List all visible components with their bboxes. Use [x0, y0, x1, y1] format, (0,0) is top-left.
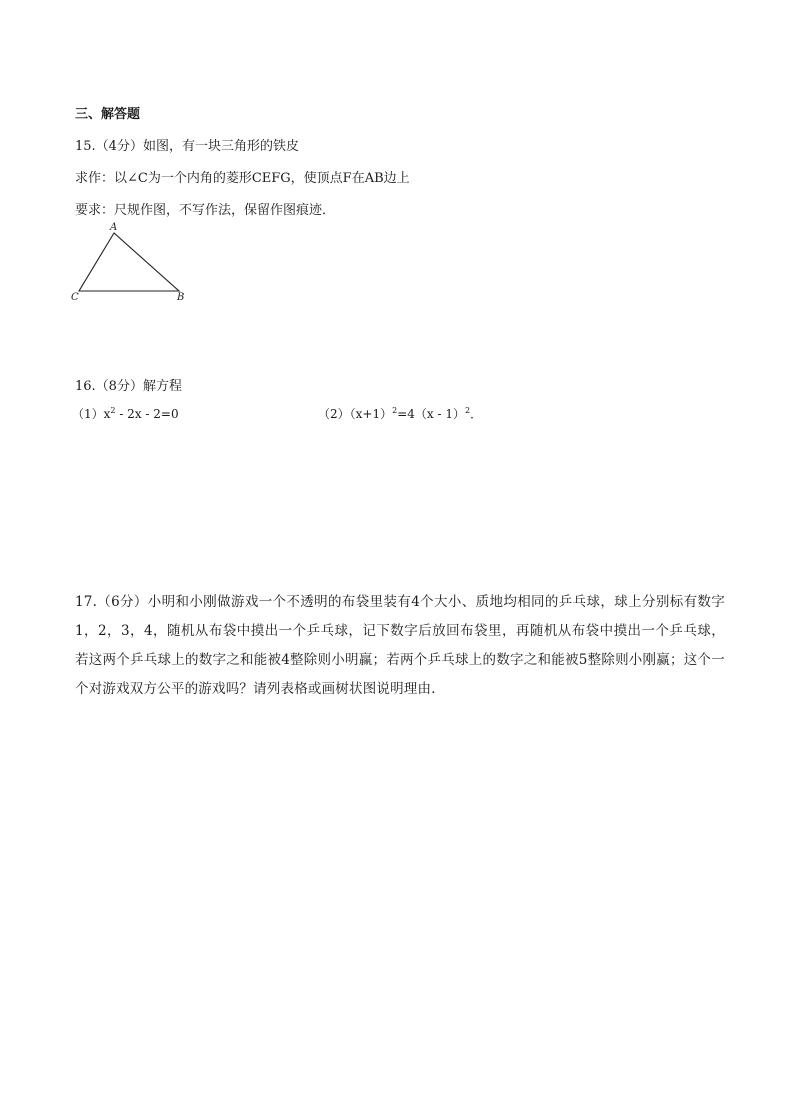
eq2-suffix: ． [470, 407, 483, 421]
section-title: 三、解答题 [75, 107, 141, 122]
q16-stem: 16.（8分）解方程 [75, 379, 182, 394]
q15-task: 求作：以∠C为一个内角的菱形CEFG，使顶点F在AB边上 [75, 171, 410, 186]
eq1-prefix: （1）x [72, 407, 111, 421]
q16-equation-2 [318, 405, 482, 422]
vertex-c-label: C [71, 292, 79, 303]
vertex-b-label: B [177, 292, 185, 303]
eq2-middle: =4（x - 1） [397, 407, 465, 421]
eq2-exponent-2: 2 [464, 406, 471, 415]
q15-stem: 15.（4分）如图，有一块三角形的铁皮 [75, 139, 299, 154]
q16-equation-1 [72, 405, 179, 422]
eq2-prefix: （2）（x+1） [318, 407, 393, 421]
triangle-abc [79, 233, 179, 291]
eq1-suffix: - 2x - 2=0 [115, 407, 179, 421]
q15-requirement: 要求：尺规作图，不写作法，保留作图痕迹． [75, 203, 336, 218]
vertex-a-label: A [110, 222, 118, 233]
triangle-figure [65, 218, 205, 308]
eq1-exponent: 2 [110, 406, 116, 415]
eq2-exponent-1: 2 [392, 406, 398, 415]
q17-text: 17.（6分）小明和小刚做游戏一个不透明的布袋里装有4个大小、质地均相同的乒乓球，球上分别标有数字1，2，3，4，随机从布袋中摸出一个乒乓球，记下数字后放回布袋里，再随机从布袋中摸出一个乒乓球，若这两个乒乓球上的数字之和能被4整除则小明赢；若两个乒乓球上的数字之和能被5整除则小刚赢；这个一个对游戏双方公平的游戏吗？请列表格或画树状图说明理由． [75, 594, 725, 697]
